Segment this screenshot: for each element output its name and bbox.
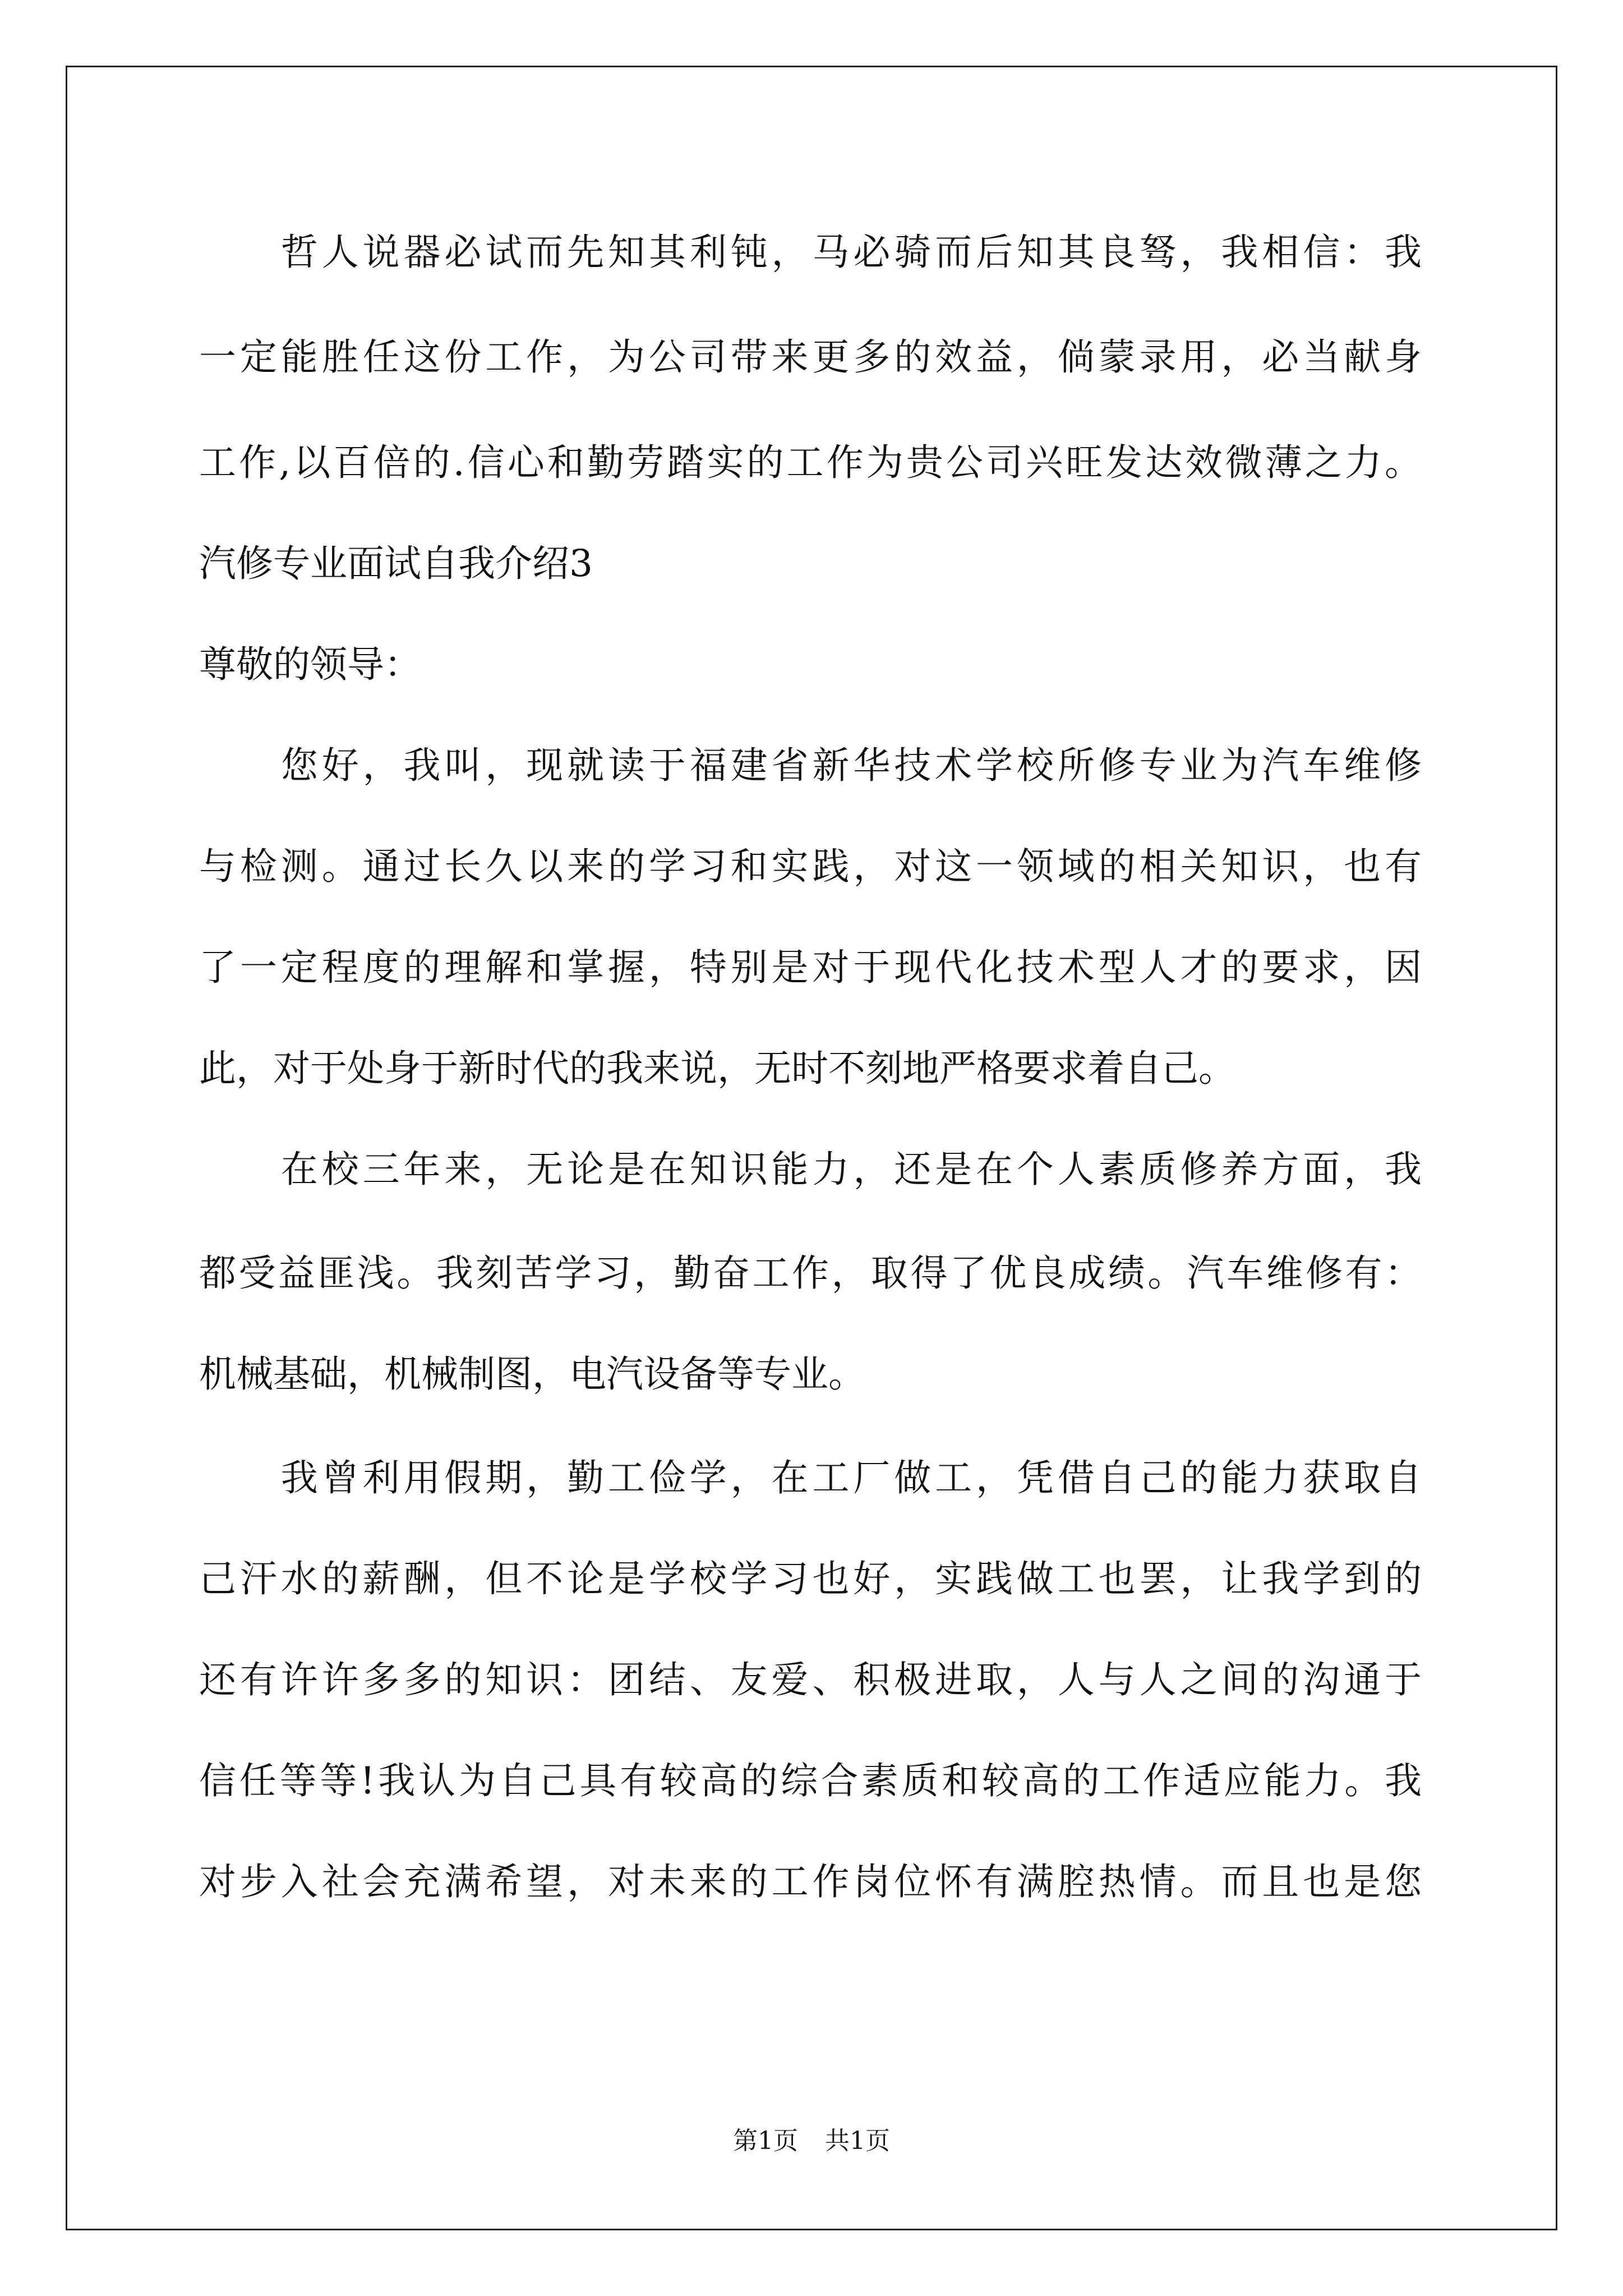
- text-line: 工作,以百倍的.信心和勤劳踏实的工作为贵公司兴旺发达效微薄之力。: [199, 441, 1422, 484]
- text-line: 信任等等!我认为自己具有较高的综合素质和较高的工作适应能力。我: [199, 1759, 1422, 1802]
- page-footer: [0, 2124, 1623, 2158]
- text-line: 机械基础，机械制图，电汽设备等专业。: [199, 1352, 865, 1396]
- text-line: 您好，我叫，现就读于福建省新华技术学校所修专业为汽车维修: [199, 744, 1422, 787]
- text-line: 己汗水的薪酬，但不论是学校学习也好，实践做工也罢，让我学到的: [199, 1557, 1422, 1600]
- text-line: 对步入社会充满希望，对未来的工作岗位怀有满腔热情。而且也是您: [199, 1860, 1422, 1903]
- text-line: 在校三年来，无论是在知识能力，还是在个人素质修养方面，我: [199, 1148, 1422, 1191]
- page-number: 第1页: [733, 2127, 798, 2155]
- salutation: 尊敬的领导：: [199, 643, 421, 686]
- text-line: 了一定程度的理解和掌握，特别是对于现代化技术型人才的要求，因: [199, 946, 1422, 989]
- text-line: 哲人说器必试而先知其利钝，马必骑而后知其良驽，我相信：我: [199, 231, 1422, 274]
- text-line: 与检测。通过长久以来的学习和实践，对这一领域的相关知识，也有: [199, 845, 1422, 888]
- text-line: 此，对于处身于新时代的我来说，无时不刻地严格要求着自己。: [199, 1047, 1235, 1090]
- page-total: 共1页: [825, 2127, 890, 2155]
- text-line: 一定能胜任这份工作，为公司带来更多的效益，倘蒙录用，必当献身: [199, 335, 1422, 379]
- section-heading: 汽修专业面试自我介绍3: [199, 542, 593, 585]
- text-line: 都受益匪浅。我刻苦学习，勤奋工作，取得了优良成绩。汽车维修有：: [199, 1251, 1422, 1295]
- text-line: 我曾利用假期，勤工俭学，在工厂做工，凭借自己的能力获取自: [199, 1456, 1422, 1499]
- text-line: 还有许许多多的知识：团结、友爱、积极进取，人与人之间的沟通于: [199, 1658, 1422, 1701]
